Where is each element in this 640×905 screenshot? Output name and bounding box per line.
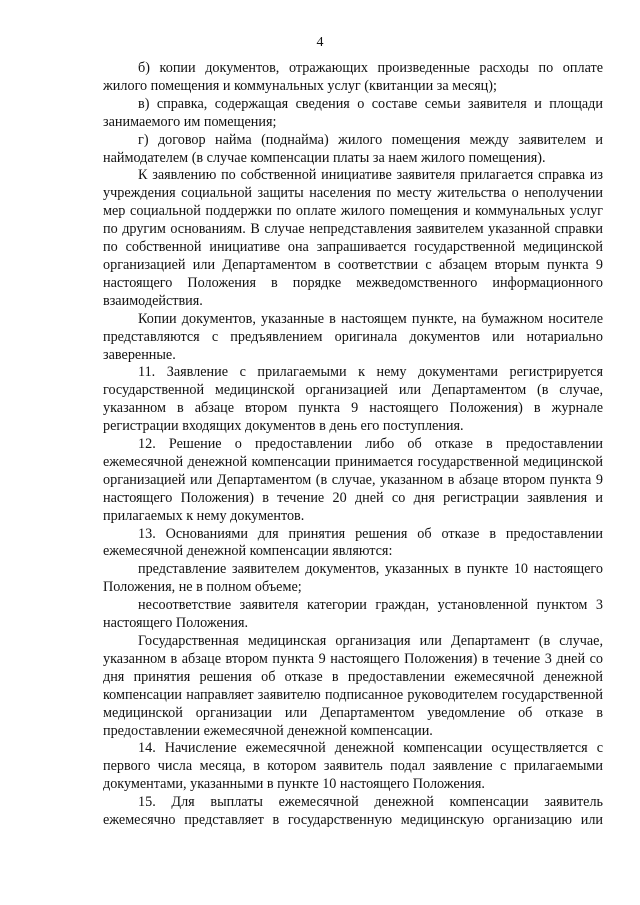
paragraph-clause-12: 12. Решение о предоставлении либо об отказе в предоставлении ежемесячной денежной компенсации принимается государственной медицинской организацией или Департаментом (в случае, указанном в абзаце втором пункта 9 настоящего Положения) в течение 20 дней со дня регистрации заявления и прилагаемых к нему документов.	[103, 436, 603, 524]
paragraph-item-v: в) справка, содержащая сведения о составе семьи заявителя и площади занимаемого им помещения;	[103, 95, 603, 130]
paragraph-clause-15: 15. Для выплаты ежемесячной денежной компенсации заявитель ежемесячно представляет в государственную медицинскую организацию или	[103, 794, 603, 829]
document-body	[103, 60, 603, 830]
paragraph-refusal-ground-2: несоответствие заявителя категории граждан, установленной пунктом 3 настоящего Положения.	[103, 597, 603, 632]
paragraph-clause-13: 13. Основаниями для принятия решения об отказе в предоставлении ежемесячной денежной компенсации являются:	[103, 525, 603, 560]
paragraph-clause-11: 11. Заявление с прилагаемыми к нему документами регистрируется государственной медицинской организацией или Департаментом (в случае, указанном в абзаце втором пункта 9 настоящего Положения) в журнале регистрации входящих документов в день его поступления.	[103, 364, 603, 435]
paragraph-copies: Копии документов, указанные в настоящем пункте, на бумажном носителе представляются с предъявлением оригинала документов или нотариально заверенные.	[103, 310, 603, 363]
paragraph-certificate: К заявлению по собственной инициативе заявителя прилагается справка из учреждения социальной защиты населения по месту жительства о неполучении мер социальной поддержки по оплате жилого помещения и коммунальных услуг по другим основаниям. В случае непредставления заявителем указанной справки по собственной инициативе она запрашивается государственной медицинской организацией или Департаментом в соответствии с абзацем вторым пункта 9 настоящего Положения в порядке межведомственного информационного взаимодействия.	[103, 167, 603, 309]
paragraph-refusal-notice: Государственная медицинская организация или Департамент (в случае, указанном в абзаце втором пункта 9 настоящего Положения) в течение 3 дней со дня принятия решения об отказе в предоставлении ежемесячной денежной компенсации направляет заявителю подписанное руководителем государственной медицинской организации или Департаментом уведомление об отказе в предоставлении ежемесячной денежной компенсации.	[103, 633, 603, 739]
page-number: 4	[316, 35, 324, 50]
paragraph-refusal-ground-1: представление заявителем документов, указанных в пункте 10 настоящего Положения, не в полном объеме;	[103, 561, 603, 596]
paragraph-item-g: г) договор найма (поднайма) жилого помещения между заявителем и наймодателем (в случае компенсации платы за наем жилого помещения).	[103, 131, 603, 166]
paragraph-item-b: б) копии документов, отражающих произведенные расходы по оплате жилого помещения и коммунальных услуг (квитанции за месяц);	[103, 60, 603, 94]
paragraph-clause-14: 14. Начисление ежемесячной денежной компенсации осуществляется с первого числа месяца, в котором заявитель подал заявление с прилагаемыми документами, указанными в пункте 10 настоящего Положения.	[103, 740, 603, 793]
